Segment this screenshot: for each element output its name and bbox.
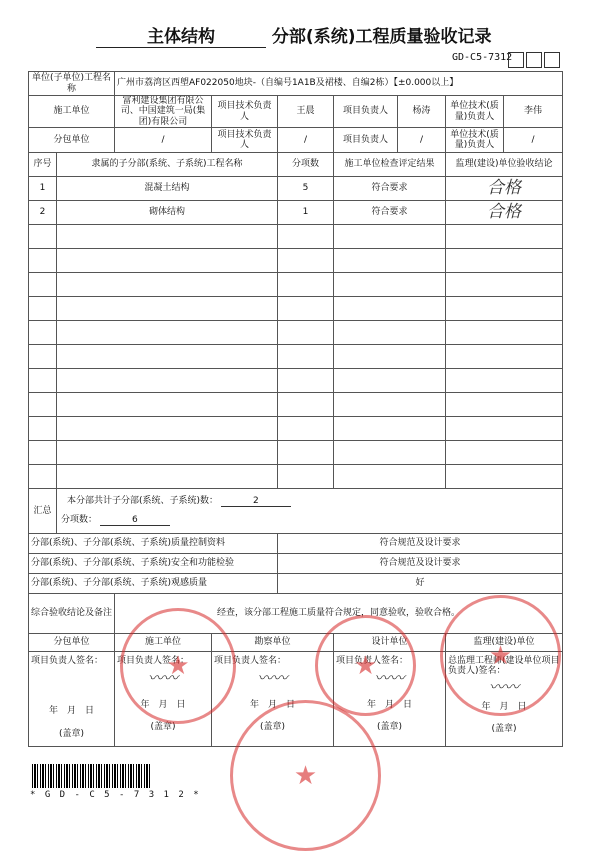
signature: 〰〰 — [374, 669, 405, 688]
sub-unit-tech-lead-label: 单位技术(质量)负责人 — [446, 128, 504, 153]
check-result: 好 — [278, 574, 563, 594]
barcode-text: * G D - C 5 - 7 3 1 2 * — [30, 790, 201, 800]
check-result: 符合规范及设计要求 — [278, 534, 563, 554]
header-name: 隶属的子分部(系统、子系统)工程名称 — [57, 153, 278, 177]
row-check: 符合要求 — [334, 201, 446, 225]
empty-row — [29, 369, 563, 393]
construction-unit-value: 富利建设集团有限公司、中国建筑一局(集团)有限公司 — [115, 96, 212, 128]
signature: 〰〰 — [489, 677, 520, 696]
header-check: 施工单位检查评定结果 — [334, 153, 446, 177]
header-conclusion: 监理(建设)单位验收结论 — [446, 153, 563, 177]
sub-count-label: 本分部共计子分部(系统、子系统)数： — [67, 495, 219, 506]
project-lead-label: 项目负责人 — [334, 96, 398, 128]
empty-row — [29, 249, 563, 273]
sub-tech-lead-value: / — [278, 128, 334, 153]
sign-block-survey — [212, 652, 334, 747]
barcode — [32, 764, 152, 788]
unit-tech-lead-label: 单位技术(质量)负责人 — [446, 96, 504, 128]
empty-row — [29, 225, 563, 249]
unit-survey: 勘察单位 — [212, 634, 334, 652]
code-boxes — [506, 52, 560, 71]
empty-row — [29, 393, 563, 417]
seal-label: (盖章) — [150, 721, 176, 732]
record-table — [28, 71, 563, 747]
item-count-value: 6 — [100, 515, 170, 526]
title-prefix: 主体结构 — [96, 22, 266, 48]
check-label: 分部(系统)、子分部(系统、子系统)安全和功能检验 — [29, 554, 278, 574]
conclusion-text: 经查，该分部工程施工质量符合规定，同意验收，验收合格。 — [115, 594, 563, 634]
sign-label: 项目负责人签名： — [336, 656, 409, 667]
table-row — [29, 177, 563, 201]
sub-tech-lead-label: 项目技术负责人 — [212, 128, 278, 153]
signature: 〰〰 — [147, 669, 178, 688]
sign-block-supervision — [446, 652, 563, 747]
header-no: 序号 — [29, 153, 57, 177]
empty-row — [29, 297, 563, 321]
page-title — [96, 22, 536, 48]
empty-row — [29, 273, 563, 297]
seal-label: (盖章) — [376, 721, 403, 732]
sub-project-lead-value: / — [398, 128, 446, 153]
sub-unit-label: 分包单位 — [29, 128, 115, 153]
unit-construction: 施工单位 — [115, 634, 212, 652]
sub-unit-tech-lead-value: / — [504, 128, 563, 153]
construction-unit-label: 施工单位 — [29, 96, 115, 128]
summary-label: 汇总 — [29, 489, 57, 534]
form-code: GD-C5-7312 — [452, 52, 513, 63]
sign-block-subcontract — [29, 652, 115, 747]
seal-label: (盖章) — [491, 724, 517, 735]
sign-block-construction — [115, 652, 212, 747]
empty-row — [29, 417, 563, 441]
project-lead-value: 杨涛 — [398, 96, 446, 128]
sign-label: 项目负责人签名： — [117, 656, 190, 667]
unit-tech-lead-value: 李伟 — [504, 96, 563, 128]
tech-lead-label: 项目技术负责人 — [212, 96, 278, 128]
sub-unit-value: / — [115, 128, 212, 153]
unit-design: 设计单位 — [334, 634, 446, 652]
check-label: 分部(系统)、子分部(系统、子系统)观感质量 — [29, 574, 278, 594]
row-count: 1 — [278, 201, 334, 225]
seal-label: (盖章) — [58, 728, 85, 739]
date-label: 年 月 日 — [249, 699, 295, 710]
header-count: 分项数 — [278, 153, 334, 177]
date-label: 年 月 日 — [366, 699, 412, 710]
sub-project-lead-label: 项目负责人 — [334, 128, 398, 153]
empty-row — [29, 441, 563, 465]
seal-label: (盖章) — [259, 721, 286, 732]
check-result: 符合规范及设计要求 — [278, 554, 563, 574]
table-row — [29, 201, 563, 225]
tech-lead-value: 王晨 — [278, 96, 334, 128]
check-label: 分部(系统)、子分部(系统、子系统)质量控制资料 — [29, 534, 278, 554]
sign-label: 总监理工程师(建设单位项目负责人)签名： — [448, 656, 560, 677]
row-name: 混凝土结构 — [57, 177, 278, 201]
summary-content — [57, 489, 563, 534]
title-suffix: 分部(系统)工程质量验收记录 — [271, 27, 492, 47]
empty-row — [29, 465, 563, 489]
unit-supervision: 监理(建设)单位 — [446, 634, 563, 652]
sub-count-value: 2 — [221, 496, 291, 507]
unit-subcontract: 分包单位 — [29, 634, 115, 652]
conclusion-label: 综合验收结论及备注 — [29, 594, 115, 634]
date-label: 年 月 日 — [48, 706, 94, 717]
date-label: 年 月 日 — [140, 699, 186, 710]
unit-value: 广州市荔湾区西塱AF022050地块-（自编号1A1B及裙楼、自编2栋）【±0.000以上】 — [115, 72, 563, 96]
row-no: 2 — [29, 201, 57, 225]
date-label: 年 月 日 — [481, 701, 527, 712]
signature: 〰〰 — [257, 669, 288, 688]
empty-row — [29, 321, 563, 345]
row-conclusion: 合格 — [446, 201, 563, 225]
sign-label: 项目负责人签名： — [31, 656, 104, 667]
sign-label: 项目负责人签名： — [214, 656, 287, 667]
row-conclusion: 合格 — [446, 177, 563, 201]
empty-row — [29, 345, 563, 369]
unit-label: 单位(子单位)工程名称 — [29, 72, 115, 96]
row-name: 砌体结构 — [57, 201, 278, 225]
row-check: 符合要求 — [334, 177, 446, 201]
item-count-label: 分项数： — [61, 515, 98, 526]
row-count: 5 — [278, 177, 334, 201]
sign-block-design — [334, 652, 446, 747]
row-no: 1 — [29, 177, 57, 201]
